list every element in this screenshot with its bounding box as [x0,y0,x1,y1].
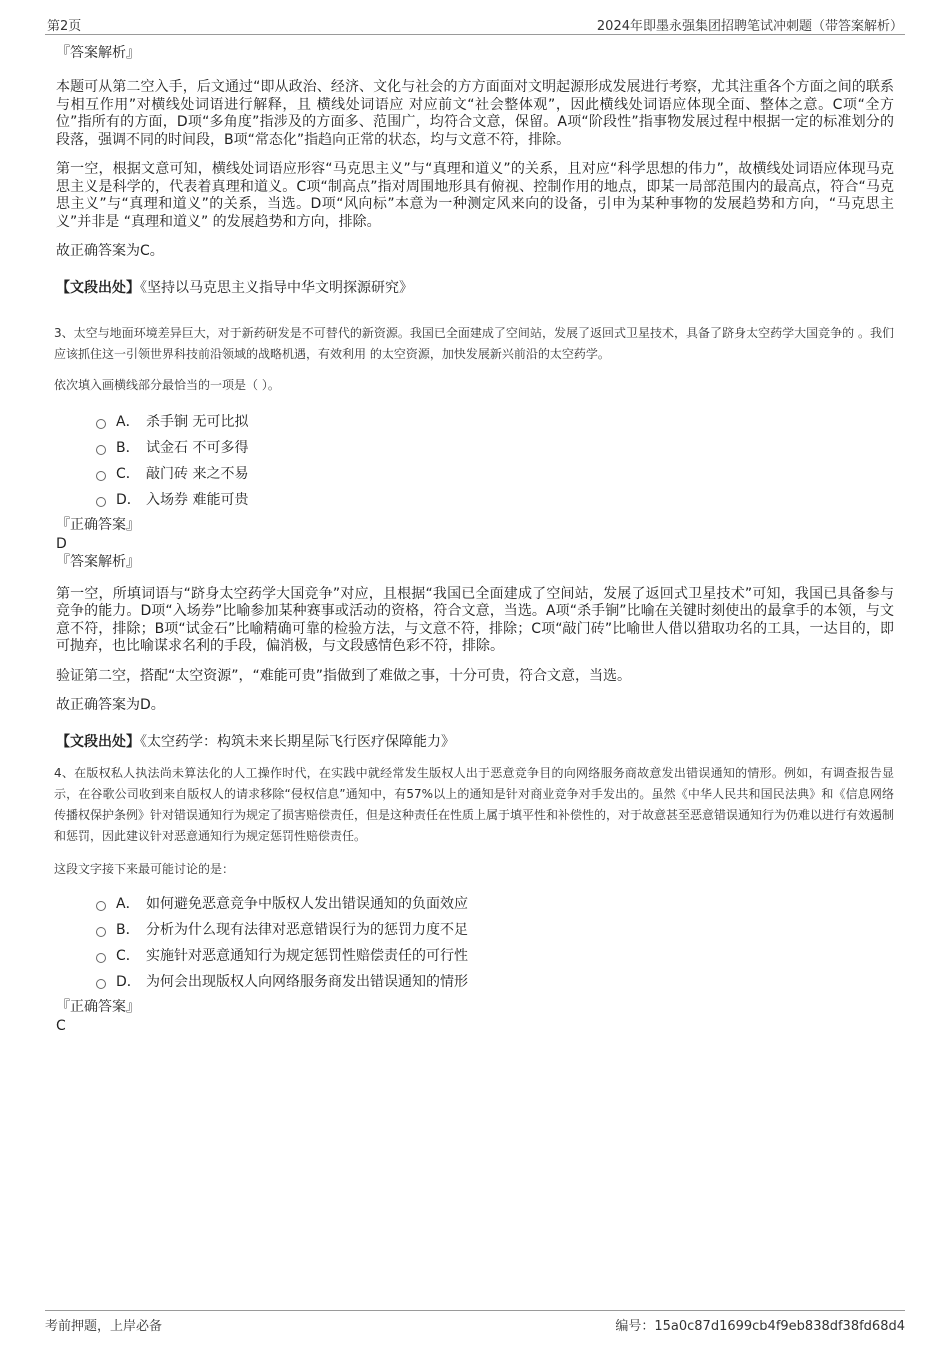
q3-prompt: 依次填入画横线部分最恰当的一项是（ ）。 [54,377,280,392]
q2-source-label: 【文段出处】 [56,279,140,296]
radio-icon[interactable] [96,445,106,455]
option-letter: D． [116,973,141,990]
q4-option-a[interactable] [96,890,894,916]
option-text: 如何避免恶意竞争中版权人发出错误通知的负面效应 [146,895,468,912]
option-text: 入场券 难能可贵 [146,491,249,508]
q3-source-text: 《太空药学：构筑未来长期星际飞行医疗保障能力》 [140,733,455,750]
footer-slogan: 考前押题，上岸必备 [45,1319,163,1334]
page-content [56,44,894,1035]
q3-source [56,733,894,751]
q4-answer-label: 『正确答案』 [56,998,140,1015]
option-letter: C． [116,947,140,964]
q2-source [56,279,894,297]
q4-options [96,890,894,994]
option-letter: A． [116,413,140,430]
radio-icon[interactable] [96,927,106,937]
q3-options [96,408,894,512]
q3-option-a[interactable] [96,408,894,434]
q4-option-b[interactable] [96,916,894,942]
option-text: 为何会出现版权人向网络服务商发出错误通知的情形 [146,973,468,990]
q4-answer: C [56,1017,66,1034]
option-text: 试金石 不可多得 [146,439,249,456]
radio-icon[interactable] [96,471,106,481]
q3-option-c[interactable] [96,460,894,486]
page-footer [45,1310,905,1333]
option-letter: D． [116,491,141,508]
option-text: 实施针对恶意通知行为规定惩罚性赔偿责任的可行性 [146,947,468,964]
radio-icon[interactable] [96,419,106,429]
option-letter: B． [116,439,140,456]
radio-icon[interactable] [96,497,106,507]
page-header [45,12,905,35]
page-number: 第2页 [47,19,82,34]
q4-option-c[interactable] [96,942,894,968]
q3-analysis-p2: 验证第二空，搭配“太空资源”，“难能可贵”指做到了难做之事，十分可贵，符合文意，当选。 [56,667,632,684]
q4-option-d[interactable] [96,968,894,994]
q3-analysis-p3: 故正确答案为D。 [56,697,165,713]
q3-option-b[interactable] [96,434,894,460]
q3-analysis-p1: 第一空，所填词语与“跻身太空药学大国竞争”对应，且根据“我国已全面建成了空间站，发展了返回式卫星技术”可知，我国已具备参与竞争的能力。D项“入场券”比喻参加某种赛事或活动的资格，符合文意，当选。A项“杀手锏”比喻在关键时刻使出的最拿手的本领，与文意不符，排除；B项“试金石”比喻精确可靠的检验方法，与文意不符，排除；C项“敲门砖”比喻世人借以猎取功名的工具，一达目的，即可抛弃，也比喻谋求名利的手段，偏消极，与文段感情色彩不符，排除。 [56,585,894,654]
q2-analysis-p3: 故正确答案为C。 [56,243,164,259]
q2-source-text: 《坚持以马克思主义指导中华文明探源研究》 [140,279,413,296]
radio-icon[interactable] [96,953,106,963]
q2-analysis-p1: 本题可从第二空入手，后文通过“即从政治、经济、文化与社会的方方面面对文明起源形成发展进行考察，尤其注重各个方面之间的联系与相互作用”对横线处词语进行解释，且 横线处词语应 对应前文“社会整体观”，因此横线处词语应体现全面、整体之意。C项“全方位”指所有的方面，D项“多角度”指涉及的方面多、范围广，均符合文意，保留。A项“阶段性”指事物发展过程中根据一定的标准划分的段落，强调不同的时间段，B项“常态化”指趋向正常的状态，均与文意不符，排除。 [56,79,894,148]
option-text: 杀手锏 无可比拟 [146,413,249,430]
q3-option-d[interactable] [96,486,894,512]
radio-icon[interactable] [96,901,106,911]
q3-answer-label: 『正确答案』 [56,516,140,533]
q3-answer: D [56,535,67,552]
q2-analysis-label: 『答案解析』 [56,45,140,61]
option-text: 分析为什么现有法律对恶意错误行为的惩罚力度不足 [146,921,468,938]
q3-stem: 3、太空与地面环境差异巨大，对于新药研发是不可替代的新资源。我国已全面建成了空间站，发展了返回式卫星技术，具备了跻身太空药学大国竞争的 。我们应该抓住这一引领世界科技前沿领域的战略机遇，有效利用 的太空资源，加快发展新兴前沿的太空药学。 [54,325,894,361]
q3-source-label: 【文段出处】 [56,733,140,750]
q3-analysis-label: 『答案解析』 [56,553,140,570]
radio-icon[interactable] [96,979,106,989]
option-letter: A． [116,895,140,912]
q4-prompt: 这段文字接下来最可能讨论的是： [54,861,235,876]
footer-doc-id: 编号：15a0c87d1699cb4f9eb838df38fd68d4 [615,1319,905,1334]
option-letter: B． [116,921,140,938]
document-title: 2024年即墨永强集团招聘笔试冲刺题（带答案解析） [596,19,903,34]
q4-stem: 4、在版权私人执法尚未算法化的人工操作时代，在实践中就经常发生版权人出于恶意竞争目的向网络服务商故意发出错误通知的情形。例如，有调查报告显示，在谷歌公司收到来自版权人的请求移除“侵权信息”通知中，有57%以上的通知是针对商业竞争对手发出的。虽然《中华人民共和国民法典》和《信息网络传播权保护条例》针对错误通知行为规定了损害赔偿责任，但是这种责任在性质上属于填平性和补偿性的，对于故意甚至恶意错误通知行为仍难以进行有效遏制和惩罚，因此建议针对恶意通知行为规定惩罚性赔偿责任。 [54,765,895,843]
option-letter: C． [116,465,140,482]
q2-analysis-p2: 第一空，根据文意可知，横线处词语应形容“马克思主义”与“真理和道义”的关系，且对应“科学思想的伟力”，故横线处词语应体现马克思主义是科学的，代表着真理和道义。C项“制高点”指对周围地形具有俯视、控制作用的地点，即某一局部范围内的最高点，符合“马克思主义”与“真理和道义”的关系，当选。D项“风向标”本意为一种测定风来向的设备，引申为某种事物的发展趋势和方向，“马克思主义”并非是 “真理和道义” 的发展趋势和方向，排除。 [56,161,894,230]
option-text: 敲门砖 来之不易 [146,465,249,482]
